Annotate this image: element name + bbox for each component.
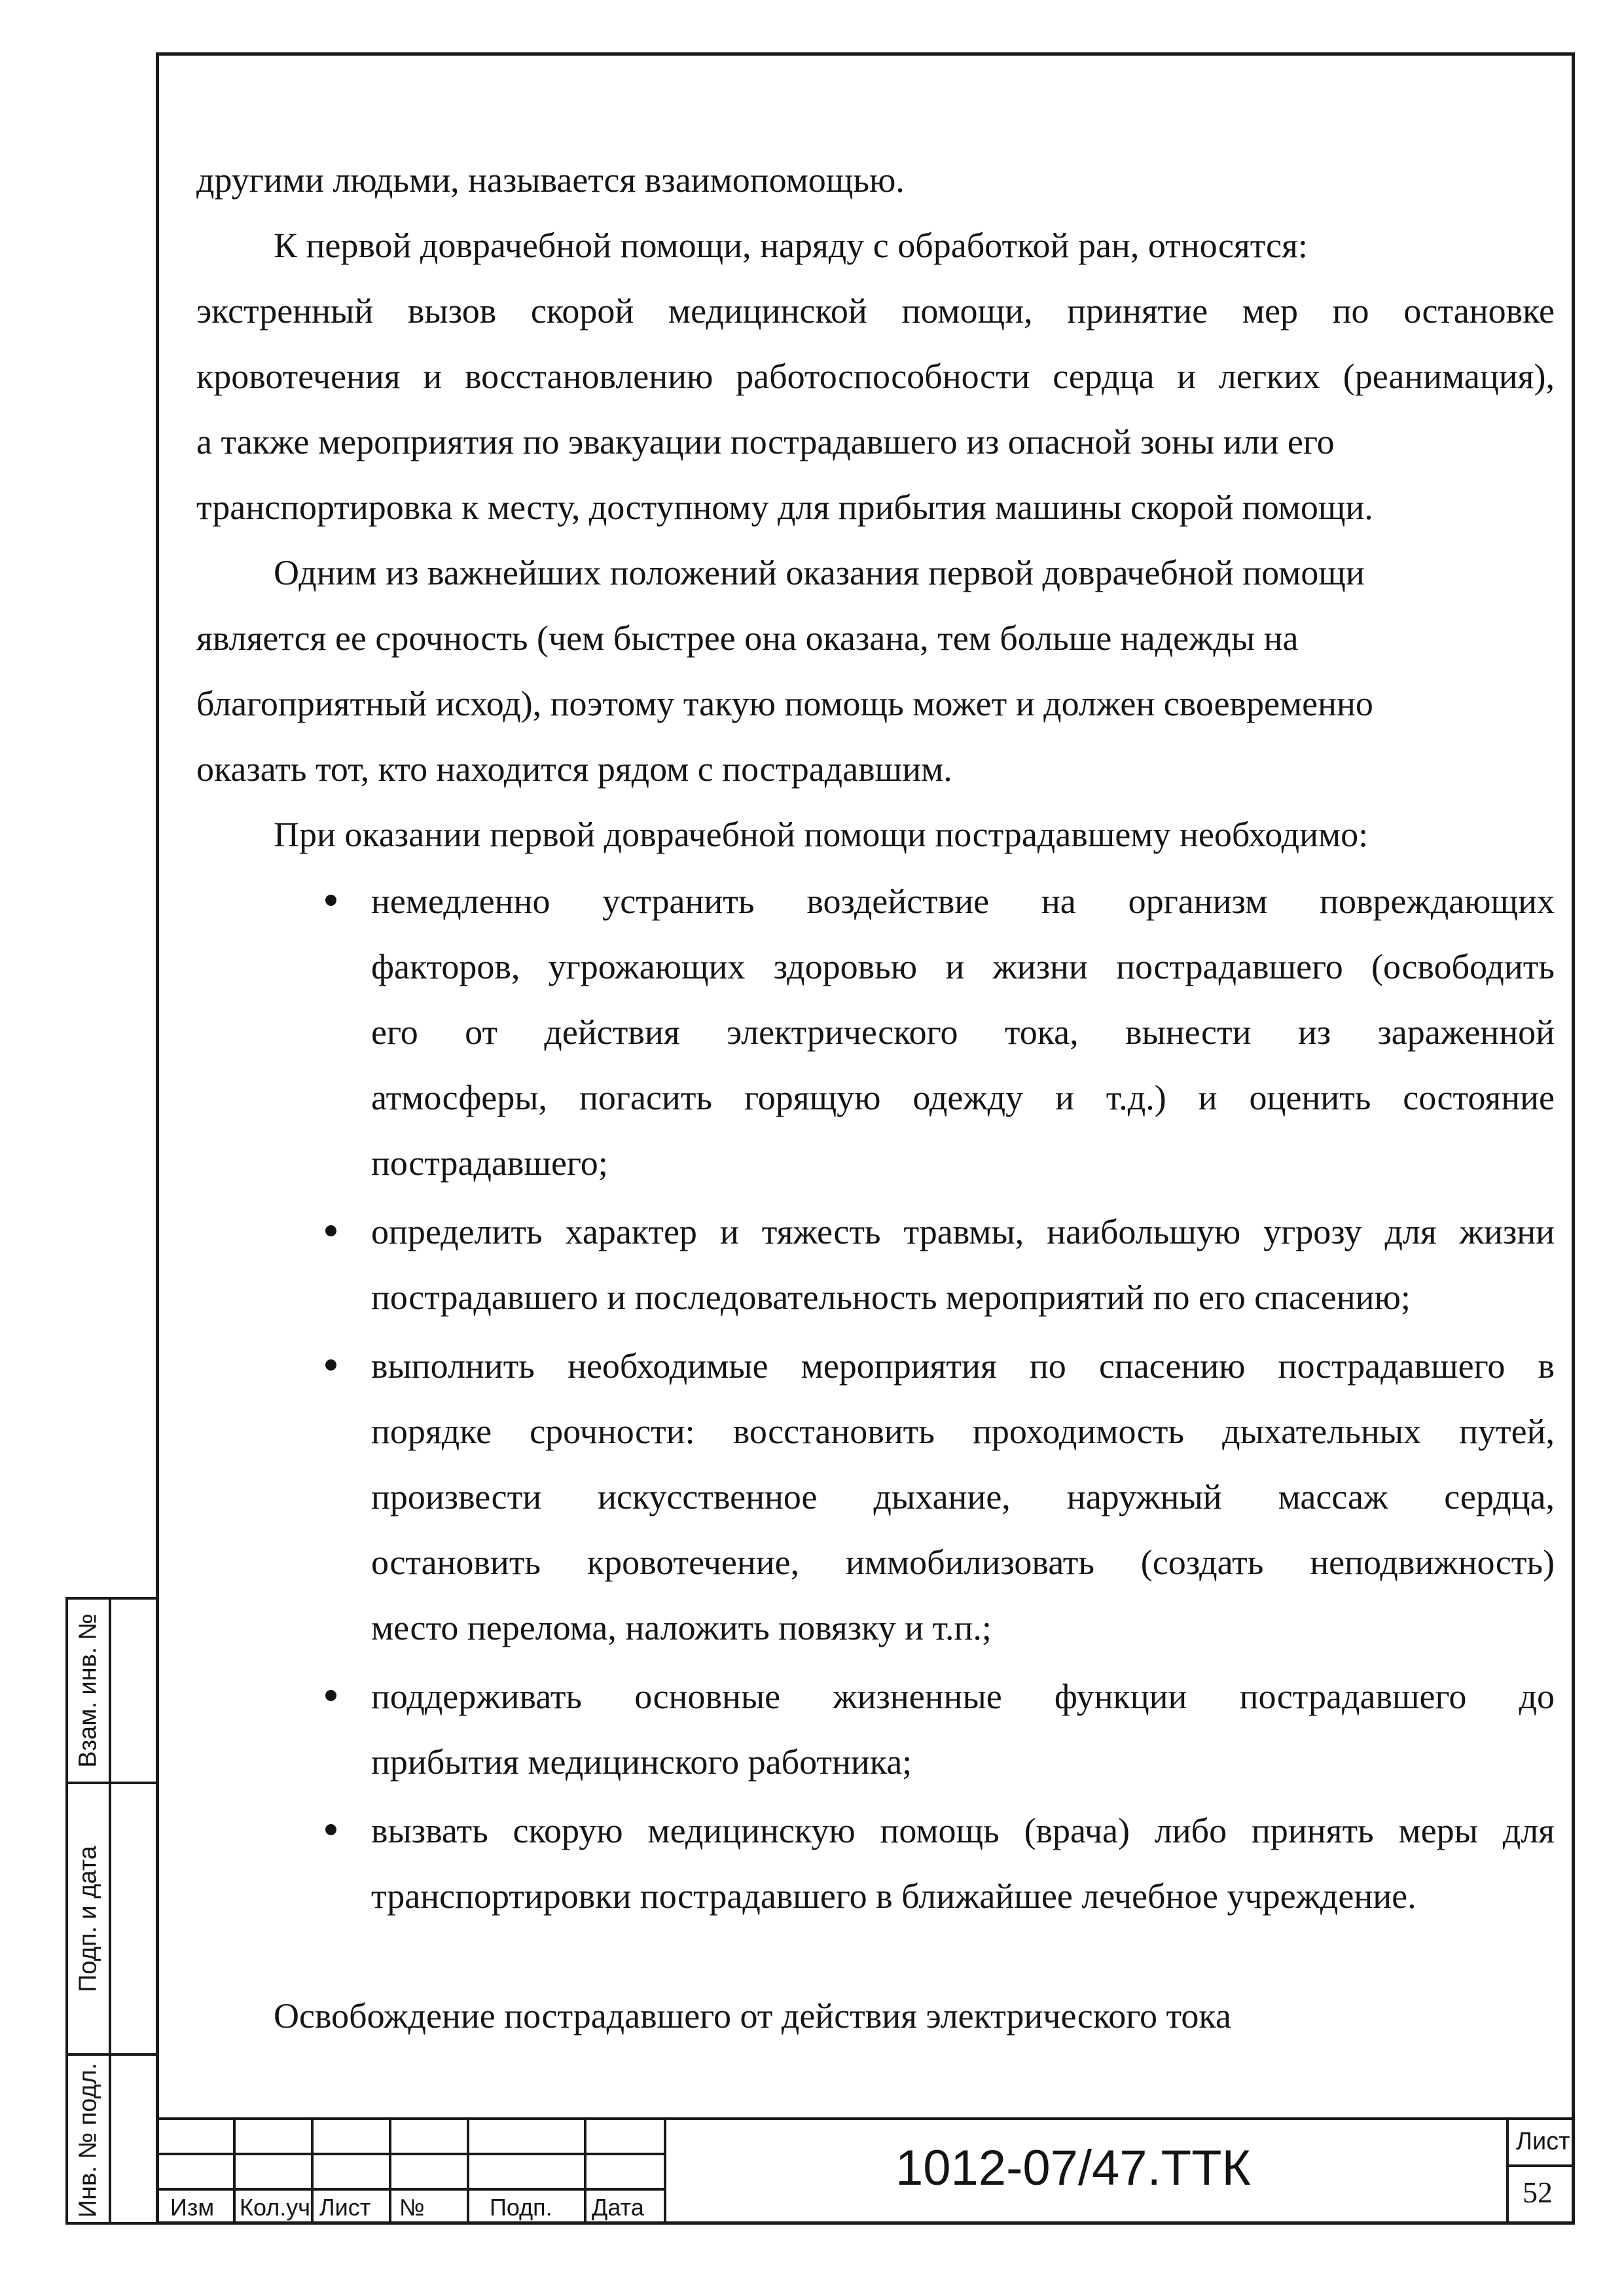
list-item-line: поддерживать основные жизненные функции пострадавшего до — [371, 1677, 1555, 1716]
paragraph-line: а также мероприятия по эвакуации пострадавшего из опасной зоны или его — [196, 422, 1335, 461]
title-block-line — [389, 2117, 391, 2225]
side-stamp-border — [65, 2222, 158, 2225]
paragraph-line: К первой доврачебной помощи, наряду с обработкой ран, относятся: — [274, 226, 1308, 265]
list-item-line: немедленно устранить воздействие на организм повреждающих — [371, 882, 1555, 921]
title-block-line — [156, 2117, 1575, 2120]
title-block-line — [584, 2117, 586, 2225]
side-cell-signature-date — [65, 1782, 156, 2053]
list-item-line: его от действия электрического тока, вынести из зараженной — [371, 1013, 1555, 1052]
col-revision-label: Изм — [170, 2194, 215, 2221]
document-code: 1012-07/47.ТТК — [895, 2140, 1251, 2196]
bullet-marker — [325, 1359, 336, 1371]
title-block-line — [664, 2117, 666, 2225]
list-item-line: остановить кровотечение, иммобилизовать (создать неподвижность) — [371, 1543, 1555, 1582]
side-cell-original-inv — [65, 2053, 156, 2225]
section-heading: Освобождение пострадавшего от действия электрического тока — [274, 1996, 1231, 2036]
paragraph-line: другими людьми, называется взаимопомощью. — [196, 160, 905, 200]
list-item-line: факторов, угрожающих здоровью и жизни пострадавшего (освободить — [371, 947, 1555, 986]
side-label: Взам. инв. № — [74, 1613, 102, 1768]
paragraph-line: экстренный вызов скорой медицинской помощи, принятие мер по остановке — [196, 291, 1555, 331]
bullet-marker — [325, 1824, 336, 1835]
bullet-marker — [325, 1225, 336, 1236]
col-quantity-label: Кол.уч — [240, 2194, 310, 2221]
paragraph-line: является ее срочность (чем быстрее она оказана, тем больше надежды на — [196, 619, 1299, 658]
bullet-marker — [325, 895, 336, 906]
paragraph-line: Одним из важнейших положений оказания первой доврачебной помощи — [274, 553, 1365, 592]
col-doc-number-label: № — [399, 2194, 425, 2221]
col-signature-label: Подп. — [490, 2194, 552, 2221]
side-cell-replacement-inv — [65, 1597, 156, 1782]
list-item-line: прибытия медицинского работника; — [371, 1742, 912, 1782]
list-item-line: порядке срочности: восстановить проходимость дыхательных путей, — [371, 1412, 1555, 1451]
paragraph-line: транспортировка к месту, доступному для прибытия машины скорой помощи. — [196, 488, 1373, 527]
sheet-number: 52 — [1523, 2176, 1553, 2209]
side-label: Подп. и дата — [74, 1845, 102, 1992]
title-block-line — [467, 2117, 469, 2225]
title-block-line — [1506, 2164, 1575, 2167]
paragraph-line: благоприятный исход), поэтому такую помощь может и должен своевременно — [196, 684, 1373, 723]
list-item-line: определить характер и тяжесть травмы, наибольшую угрозу для жизни — [371, 1212, 1555, 1251]
paragraph-line: оказать тот, кто находится рядом с пострадавшим. — [196, 749, 952, 789]
side-label: Инв. № подл. — [74, 2062, 102, 2218]
list-item-line: атмосферы, погасить горящую одежду и т.д.) и оценить состояние — [371, 1078, 1555, 1117]
list-item-line: выполнить необходимые мероприятия по спасению пострадавшего в — [371, 1346, 1555, 1386]
title-block — [156, 2117, 1575, 2225]
list-item-line: произвести искусственное дыхание, наружный массаж сердца, — [371, 1477, 1555, 1516]
sheet-label: Лист — [1516, 2128, 1570, 2155]
list-item-line: транспортировки пострадавшего в ближайшее лечебное учреждение. — [371, 1876, 1416, 1916]
title-block-line — [1506, 2117, 1509, 2225]
list-item-line: место перелома, наложить повязку и т.п.; — [371, 1608, 992, 1647]
bullet-marker — [325, 1690, 336, 1701]
list-item-line: пострадавшего и последовательность мероприятий по его спасению; — [371, 1278, 1411, 1317]
title-block-line — [156, 2188, 664, 2191]
title-block-line — [233, 2117, 236, 2225]
title-block-line — [311, 2117, 314, 2225]
title-block-line — [156, 2153, 664, 2155]
paragraph-line: При оказании первой доврачебной помощи пострадавшему необходимо: — [274, 815, 1369, 854]
col-sheet-label: Лист — [319, 2194, 371, 2221]
col-date-label: Дата — [592, 2194, 644, 2221]
list-item-line: вызвать скорую медицинскую помощь (врача) либо принять меры для — [371, 1811, 1555, 1850]
list-item-line: пострадавшего; — [371, 1143, 608, 1183]
paragraph-line: кровотечения и восстановлению работоспособности сердца и легких (реанимация), — [196, 357, 1555, 396]
